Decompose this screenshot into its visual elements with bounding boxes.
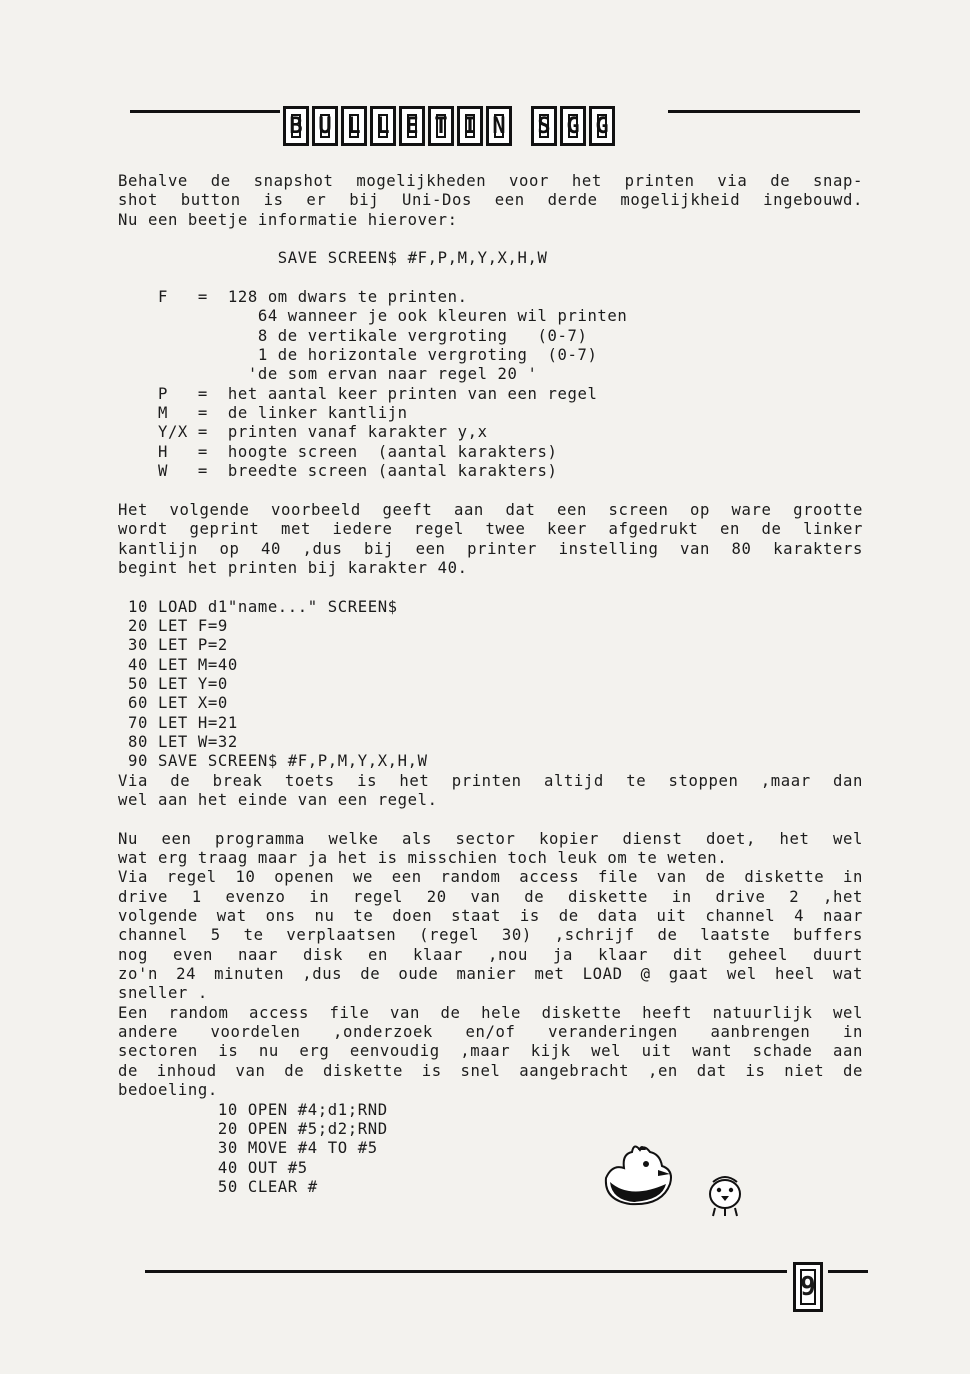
- text-line: 90 SAVE SCREEN$ #F,P,M,Y,X,H,W: [118, 752, 428, 771]
- text-line: 60 LET X=0: [118, 694, 228, 713]
- masthead-letter: G: [560, 106, 586, 146]
- page-number: 9: [793, 1262, 823, 1312]
- text-line: 30 LET P=2: [118, 636, 228, 655]
- text-line: 30 MOVE #4 TO #5: [118, 1139, 378, 1158]
- text-line: 20 LET F=9: [118, 616, 228, 635]
- masthead-letter: S: [531, 106, 557, 146]
- text-line: bedoeling.: [118, 1081, 218, 1100]
- masthead-letter: T: [428, 106, 454, 146]
- text-line: wordt geprint met iedere regel twee keer afgedrukt en de linker: [118, 520, 863, 539]
- masthead: [283, 104, 618, 148]
- text-line: volgende wat ons nu te doen staat is de data uit channel 4 naar: [118, 907, 863, 926]
- text-line: [118, 482, 863, 501]
- article-body: [118, 172, 863, 1197]
- footer-rule-right: [828, 1270, 868, 1273]
- masthead-letter: G: [589, 106, 615, 146]
- masthead-letter: L: [341, 106, 367, 146]
- text-line: Het volgende voorbeeld geeft aan dat een screen op ware grootte: [118, 500, 863, 519]
- text-line: 10 OPEN #4;d1;RND: [118, 1100, 388, 1119]
- text-line: Behalve de snapshot mogelijkheden voor het printen via de snap-: [118, 172, 863, 190]
- chick-icon: [705, 1172, 745, 1218]
- text-line: Y/X = printen vanaf karakter y,x: [118, 423, 488, 442]
- text-line: nog even naar disk en klaar ,nou ja klaar dit geheel duurt: [118, 945, 863, 964]
- masthead-letter: L: [370, 106, 396, 146]
- text-line: Nu een programma welke als sector kopier dienst doet, het wel: [118, 829, 863, 848]
- text-line: [118, 230, 863, 249]
- hen-icon: [600, 1140, 680, 1210]
- text-line: Via de break toets is het printen altijd te stoppen ,maar dan: [118, 771, 863, 790]
- text-line: 50 CLEAR #: [118, 1177, 318, 1196]
- text-line: P = het aantal keer printen van een regel: [118, 384, 598, 403]
- masthead-letter: U: [312, 106, 338, 146]
- text-line: 'de som ervan naar regel 20 ': [118, 365, 538, 384]
- text-line: Nu een beetje informatie hierover:: [118, 210, 458, 229]
- text-line: [118, 269, 863, 288]
- text-line: Een random access file van de hele diskette heeft natuurlijk wel: [118, 1003, 863, 1022]
- text-line: 20 OPEN #5;d2;RND: [118, 1119, 388, 1138]
- masthead-letter: B: [283, 106, 309, 146]
- text-line: Via regel 10 openen we een random access file van de diskette in: [118, 868, 863, 887]
- footer-rule-left: [145, 1270, 787, 1273]
- text-line: F = 128 om dwars te printen.: [118, 288, 468, 307]
- header-rule-left: [130, 110, 280, 113]
- text-line: wel aan het einde van een regel.: [118, 791, 438, 809]
- text-line: W = breedte screen (aantal karakters): [118, 462, 558, 481]
- text-line: sectoren is nu erg eenvoudig ,maar kijk wel uit want schade aan: [118, 1042, 863, 1061]
- masthead-subtitle: [531, 106, 618, 146]
- text-line: drive 1 evenzo in regel 20 van de diskette in drive 2 ,het: [118, 887, 863, 906]
- text-line: 8 de vertikale vergroting (0-7): [118, 326, 588, 345]
- text-line: channel 5 te verplaatsen (regel 30) ,schrijf de laatste buffers: [118, 926, 863, 945]
- text-line: 40 OUT #5: [118, 1158, 308, 1177]
- text-line: 50 LET Y=0: [118, 674, 228, 693]
- header-rule-right: [668, 110, 860, 113]
- text-line: 80 LET W=32: [118, 732, 238, 751]
- text-line: sneller .: [118, 984, 208, 1003]
- text-line: 10 LOAD d1"name..." SCREEN$: [118, 597, 398, 616]
- masthead-title: [283, 106, 515, 146]
- masthead-letter: N: [486, 106, 512, 146]
- text-line: 70 LET H=21: [118, 713, 238, 732]
- text-line: M = de linker kantlijn: [118, 404, 408, 423]
- text-line: de inhoud van de diskette is snel aangebracht ,en dat is niet de: [118, 1061, 863, 1080]
- masthead-letter: E: [399, 106, 425, 146]
- text-line: SAVE SCREEN$ #F,P,M,Y,X,H,W: [118, 249, 548, 268]
- text-line: H = hoogte screen (aantal karakters): [118, 442, 558, 461]
- text-line: wat erg traag maar ja het is misschien toch leuk om te weten.: [118, 849, 728, 868]
- masthead-letter: I: [457, 106, 483, 146]
- text-line: andere voordelen ,onderzoek en/of veranderingen aanbrengen in: [118, 1023, 863, 1042]
- text-line: 1 de horizontale vergroting (0-7): [118, 346, 598, 365]
- text-line: 40 LET M=40: [118, 655, 238, 674]
- text-line: 64 wanneer je ook kleuren wil printen: [118, 307, 628, 326]
- text-line: kantlijn op 40 ,dus bij een printer instelling van 80 karakters: [118, 539, 863, 558]
- text-line: shot button is er bij Uni-Dos een derde mogelijkheid ingebouwd.: [118, 191, 863, 210]
- text-line: [118, 578, 863, 597]
- text-line: zo'n 24 minuten ,dus de oude manier met LOAD @ gaat wel heel wat: [118, 965, 863, 984]
- text-line: begint het printen bij karakter 40.: [118, 558, 468, 577]
- text-line: [118, 810, 863, 829]
